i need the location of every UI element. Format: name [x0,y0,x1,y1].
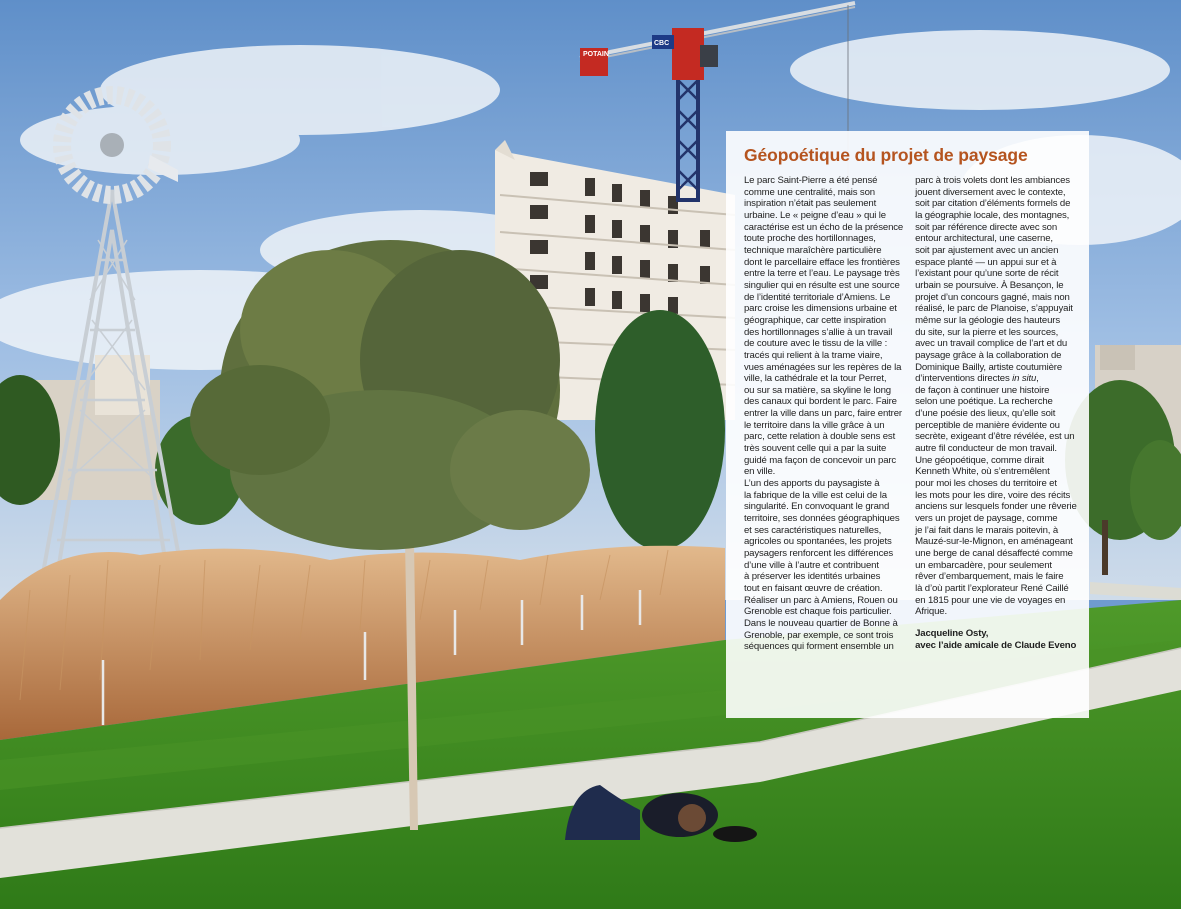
article-line: d’une ville à l’autre et contribuent [744,559,879,571]
credit-line: avec l’aide amicale de Claude Eveno [915,639,1077,651]
article-line: la géographie locale, des montagnes, [915,209,1070,221]
article-line: d’une poésie des lieux, qu’elle soit [915,408,1056,420]
article-line: Grenoble est chaque fois particulier. [744,606,892,618]
article-line: la fabrique de la ville est celui de la [744,489,887,501]
article-line: soit par référence directe avec son [915,221,1058,233]
article-line: Mauzé-sur-le-Mignon, en aménageant [915,536,1073,548]
article-line: urbaine. Le « peigne d’eau » qui le [744,209,886,221]
article-line: en ville. [744,466,776,478]
article-line: soit par citation d’éléments formels de [915,198,1071,210]
article-line: vers un projet de paysage, comme [915,513,1058,525]
article-line: jouent diversement avec le contexte, [915,186,1066,198]
article-line: toute proche des hortillonnages, [744,233,876,245]
article-line: anciens sur lesquels fonder une rêverie [915,501,1077,513]
article-line: Réaliser un parc à Amiens, Rouen ou [744,594,898,606]
article-line: même sur la géologie des hauteurs [915,314,1060,326]
article-line: une berge de canal désaffecté comme [915,548,1073,559]
crane-label-potain: POTAIN [583,51,609,58]
article-line: projet d’un concours gagné, mais non [915,291,1070,303]
article-line: selon une poétique. La recherche [915,396,1053,408]
article-panel [726,131,1089,718]
article-line: séquences qui forment ensemble un [744,641,894,653]
article-line: tracés qui relient à la trame viaire, [744,349,883,361]
article-line: secrète, exigeant d’être révélée, est un [915,431,1075,443]
article-line: Dans le nouveau quartier de Bonne à [744,617,898,629]
article-title: Géopoétique du projet de paysage [744,145,1028,165]
article-line: Kenneth White, où s’entremêlent [915,466,1050,478]
article-line: soit par ajustement avec un ancien [915,244,1059,256]
article-line: urbain se poursuive. À Besançon, le [915,279,1064,291]
article-line: agricoles ou spontanées, les projets [744,536,892,548]
article-line: géographique, car cette inspiration [744,314,886,326]
article-line: L’un des apports du paysagiste à [744,478,880,490]
article-line: réalisé, le parc de Planoise, s’appuyait [915,303,1073,315]
author-name: Jacqueline Osty, [915,627,989,639]
article-line: de l’identité territoriale d’Amiens. Le [744,291,891,303]
article-line: en 1815 pour une vie de voyages en [915,594,1066,606]
article-line: des canaux qui bordent le parc. Faire [744,396,897,408]
article-line: d’interventions directes in situ, [915,373,1039,385]
article-line: Une géopoétique, comme dirait [915,454,1045,466]
article-column-right [915,175,1077,653]
article-line: dont le parcellaire efface les frontières [744,256,900,268]
article-line: paysagers renforcent les différences [744,548,894,559]
article-line: paysage grâce à la collaboration de [915,349,1062,361]
article-line: des hortillonnages s’allie à un travail [744,326,893,338]
article-line: parc, cette relation à double sens est [744,431,896,443]
article-line: guidé ma façon de concevoir un parc [744,454,897,466]
article-line: ou sur sa matière, sa skyline le long [744,384,891,396]
article-line: comme une centralité, mais son [744,186,875,198]
article-line: l’existant pour qu’une sorte de récit [915,268,1059,280]
article-line: très souvent celle qui a par la suite [744,443,887,455]
article-columns [744,175,1077,653]
article-line: du site, sur la pierre et les sources, [915,326,1059,338]
article-line: je l’ai fait dans le marais poitevin, à [915,524,1059,536]
article-line: Afrique. [915,606,947,618]
article-line: avec un travail complice de l’art et du [915,338,1068,350]
article-line: pour moi les choses du territoire et [915,478,1057,490]
article-line: parc à trois volets dont les ambiances [915,175,1070,186]
article-column-left [744,175,903,653]
article-line: de façon à continuer une histoire [915,384,1050,396]
article-line: entre la terre et l’eau. Le paysage très [744,268,900,280]
article-line: territoire, ses données géographiques [744,513,900,525]
article-line: Dominique Bailly, artiste coutumière [915,361,1063,373]
article-line: inspiration n’était pas seulement [744,198,877,210]
article-line: à préserver les identités urbaines [744,571,881,583]
article-line: entour architectural, une caserne, [915,233,1053,245]
article-line: caractérise est un écho de la présence [744,221,904,233]
article-line: vues aménagées sur les repères de la [744,361,902,373]
article-line: singularité. En convoquant le grand [744,501,890,513]
crane-label-cbc: CBC [654,40,670,47]
article-line: parc croise les dimensions urbaine et [744,303,897,315]
article-line: tout en faisant œuvre de création. [744,582,883,594]
article-line: ville, la cathédrale et la tour Perret, [744,373,887,385]
article-line: espace planté — un appui sur et à [915,256,1057,268]
article-line: entrer la ville dans un parc, faire entrer [744,408,902,420]
article-line: rêver d’embarquement, mais le faire [915,571,1064,583]
article-line: Le parc Saint-Pierre a été pensé [744,175,878,186]
article-line: Grenoble, par exemple, ce sont trois [744,629,894,641]
article-line: de couture avec le tissu de la ville : [744,338,888,350]
article-line: autre fil conducteur de mon travail. [915,443,1057,455]
article-column-right-text [915,175,1077,618]
article-line: un embarcadère, pour seulement [915,559,1052,571]
article-line: singulier qui en résulte est une source [744,279,900,291]
article-line: le territoire dans la ville grâce à un [744,419,885,431]
article-line: les mots pour les dire, voire des récits [915,489,1071,501]
article-line: perceptible de manière évidente ou [915,419,1060,431]
article-line: là d’où partit l’explorateur René Caillé [915,582,1069,594]
signature [915,628,1077,651]
article-line: technique maraîchère particulière [744,244,882,256]
article-line: et ses caractéristiques naturelles, [744,524,882,536]
